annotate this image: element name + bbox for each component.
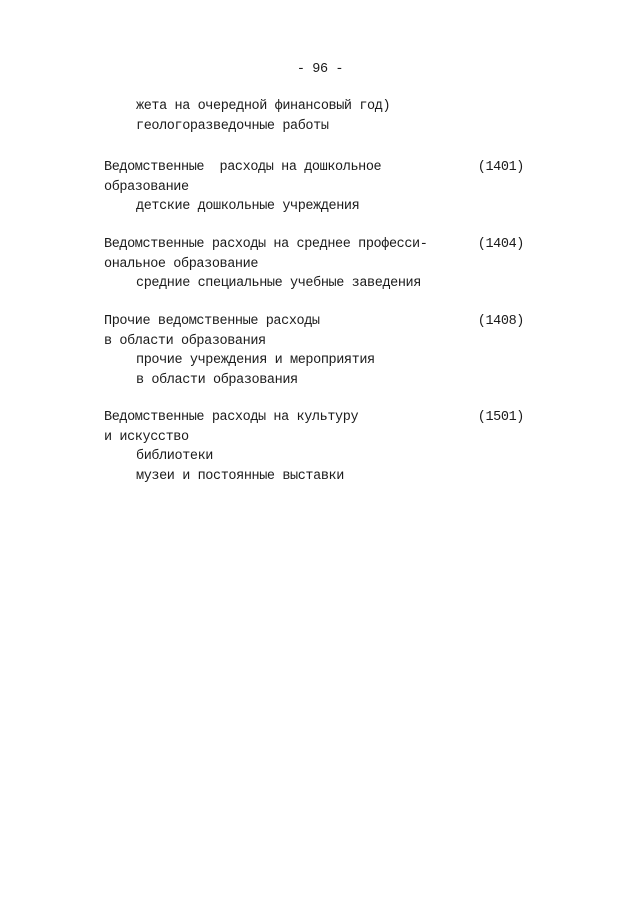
page-number: - 96 - [296,62,344,77]
section-item: библиотеки [136,449,214,464]
section-heading-line: Ведомственные расходы на среднее професси- [104,237,428,252]
section-heading-line: Ведомственные расходы на дошкольное [104,160,382,175]
section-code: (1401) [477,160,524,175]
section-1501 [104,408,524,486]
section-item: средние специальные учебные заведения [136,276,421,291]
section-code: (1404) [477,237,524,252]
section-item: музеи и постоянные выставки [136,468,344,484]
section-item: детские дошкольные учреждения [136,199,360,214]
section-code: (1501) [477,410,524,425]
intro-continuation [104,97,524,136]
section-heading-line: ональное образование [104,256,259,272]
section-1408 [104,312,524,390]
section-heading-line: образование [104,179,189,195]
section-code: (1408) [477,314,524,329]
section-1401 [104,158,524,217]
section-item: в области образования [136,372,298,388]
section-1404 [104,235,524,294]
section-heading-line: Ведомственные расходы на культуру [104,410,359,425]
intro-line: геологоразведочные работы [136,118,329,134]
intro-line: жета на очередной финансовый год) [136,99,391,114]
section-item: прочие учреждения и мероприятия [136,353,375,368]
section-heading-line: и искусство [104,429,189,445]
section-heading-line: в области образования [104,333,266,349]
section-heading-line: Прочие ведомственные расходы [104,314,320,329]
